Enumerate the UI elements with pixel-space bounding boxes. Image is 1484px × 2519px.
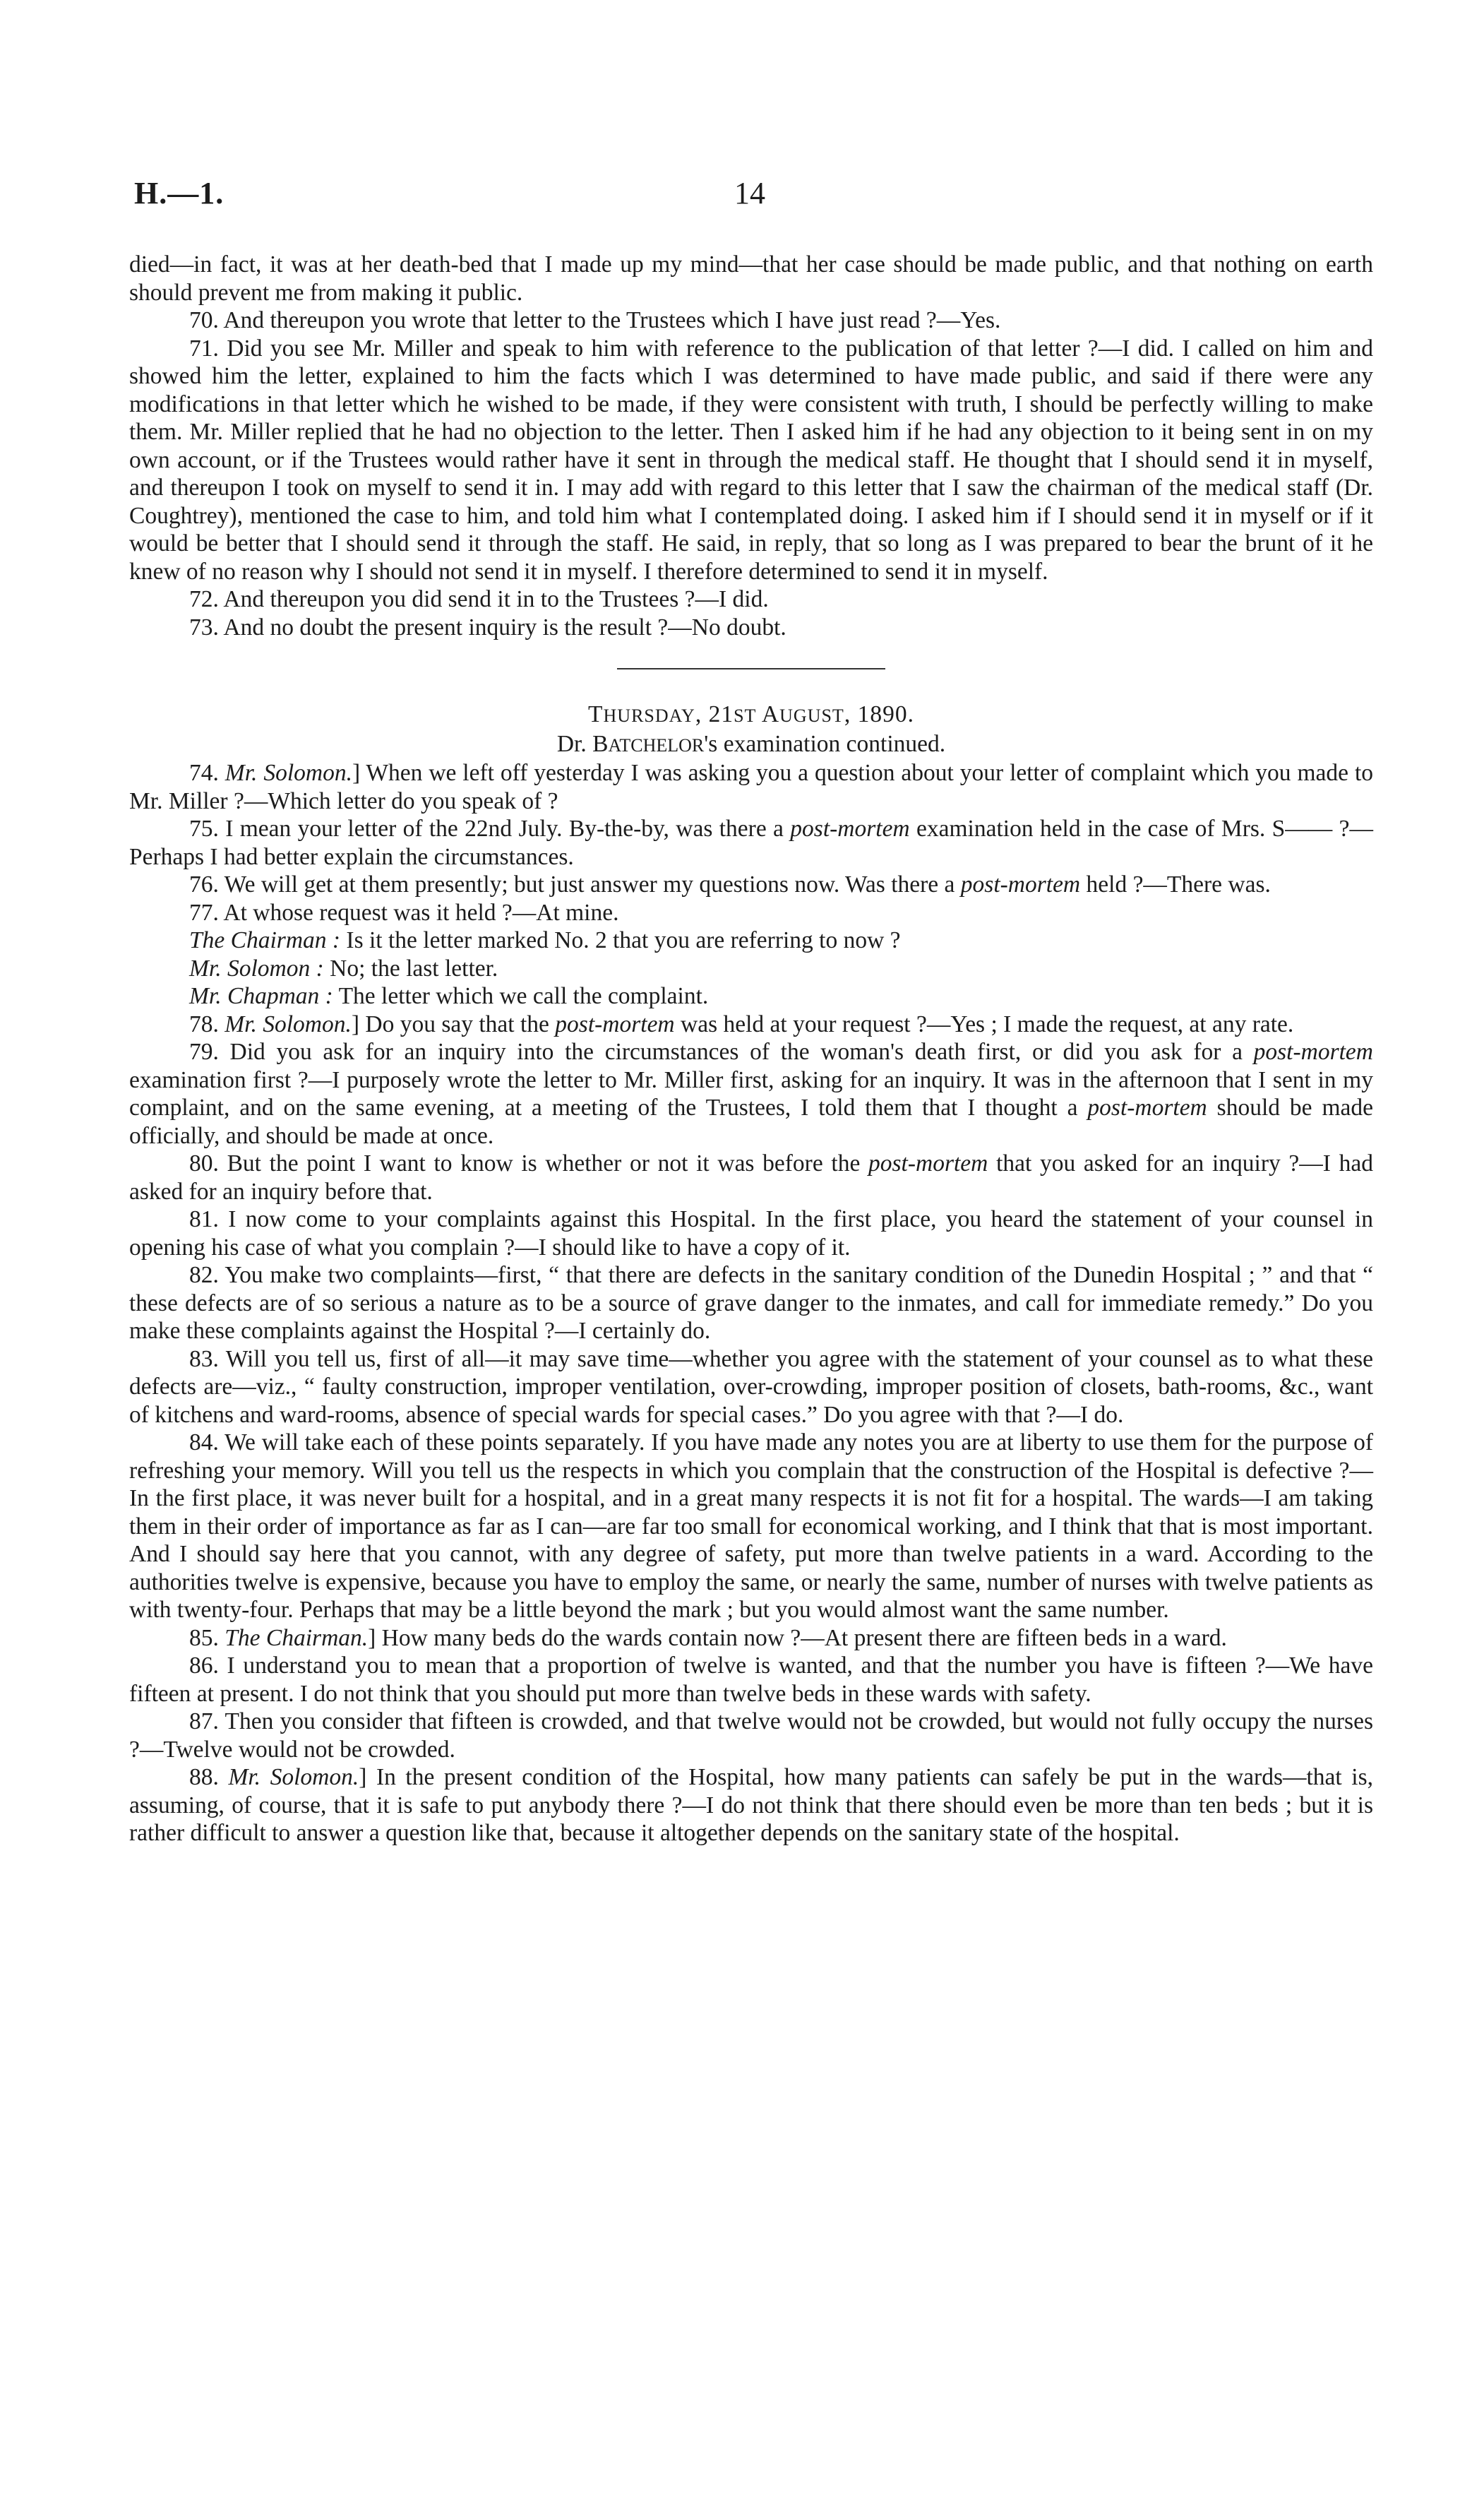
speaker-name: The Chairman. bbox=[225, 1624, 369, 1651]
question-76: 76. We will get at them presently; but just answer my questions now. Was there a post-mortem held ?—There was. bbox=[189, 871, 1271, 898]
question-73: 73. And no doubt the present inquiry is the result ?—No doubt. bbox=[189, 614, 786, 641]
question-88: 88. Mr. Solomon.] In the present condition of the Hospital, how many patients can safely be put in the wards—that is, assuming, of course, that it is safe to put anybody there ?—I do not think that there should even be more than ten beds ; but it is rather difficult to answer a question like that, because it altogether depends on the sanitary state of the hospital. bbox=[129, 1764, 1373, 1846]
question-79: 79. Did you ask for an inquiry into the circumstances of the woman's death first, or did you ask for a post-mortem examination first ?—I purposely wrote the letter to Mr. Miller first, asking for an inquiry. It was in the afternoon that I sent in my complaint, and on the same evening, at a meeting of the Trustees, I told them that I thought a post-mortem should be made officially, and should be made at once. bbox=[129, 1039, 1373, 1149]
chairman-remark: The Chairman : Is it the letter marked No. 2 that you are referring to now ? bbox=[189, 927, 901, 953]
page-header bbox=[134, 175, 1363, 225]
speaker-name: Mr. Solomon. bbox=[225, 1011, 352, 1037]
solomon-remark: Mr. Solomon : No; the last letter. bbox=[189, 955, 498, 982]
speaker-name: Mr. Solomon : bbox=[189, 955, 324, 982]
question-80: 80. But the point I want to know is whether or not it was before the post-mortem that you asked for an inquiry ?—I had asked for an inquiry before that. bbox=[129, 1150, 1373, 1205]
paragraph-continuation: died—in fact, it was at her death-bed that I made up my mind—that her case should be made public, and that nothing on earth should prevent me from making it public. bbox=[129, 251, 1373, 306]
question-71: 71. Did you see Mr. Miller and speak to him with reference to the publication of that letter ?—I did. I called on him and showed him the letter, explained to him the facts which I was determined to have made public, and said if there were any modifications in that letter which he wished to be made, if they were consistent with truth, I should be perfectly willing to make them. Mr. Miller replied that he had no objection to the letter. Then I asked him if he had any objection to it being sent in on my own account, or if the Trustees would rather have it sent in through the medical staff. He thought that I should send it in myself, and thereupon I took on myself to send it in. I may add with regard to this letter that I saw the chairman of the medical staff (Dr. Coughtrey), mentioned the case to him, and told him what I contemplated doing. I asked him if I should send it in myself or if it would be better that I should send it through the staff. He said, in reply, that so long as I was prepared to bear the brunt of it he knew of no reason why I should not send it in myself. I therefore determined to send it in myself. bbox=[129, 335, 1373, 585]
date-heading: THURSDAY, 21ST AUGUST, 1890. bbox=[588, 701, 914, 727]
question-77: 77. At whose request was it held ?—At mine. bbox=[189, 899, 619, 926]
question-86: 86. I understand you to mean that a proportion of twelve is wanted, and that the number you have is fifteen ?—We have fifteen at present. I do not think that you should put more than twelve beds in these wards with safety. bbox=[129, 1652, 1373, 1707]
examination-heading: Dr. BATCHELOR's examination continued. bbox=[556, 730, 946, 757]
chapman-remark: Mr. Chapman : The letter which we call the complaint. bbox=[189, 983, 709, 1009]
question-83: 83. Will you tell us, first of all—it may save time—whether you agree with the statement of your counsel as to what these defects are—viz., “ faulty construction, improper ventilation, over-crowding, improper position of closets, bath-rooms, &c., want of kitchens and ward-rooms, absence of special wards for special cases.” Do you agree with that ?—I do. bbox=[129, 1345, 1373, 1428]
question-81: 81. I now come to your complaints against this Hospital. In the first place, you heard the statement of your counsel in opening his case of what you complain ?—I should like to have a copy of it. bbox=[129, 1206, 1373, 1261]
document-body bbox=[129, 251, 1373, 1847]
question-85: 85. The Chairman.] How many beds do the wards contain now ?—At present there are fifteen beds in a ward. bbox=[189, 1624, 1227, 1651]
question-70: 70. And thereupon you wrote that letter to the Trustees which I have just read ?—Yes. bbox=[189, 307, 1001, 333]
document-id: H.—1. bbox=[134, 176, 225, 210]
section-divider bbox=[617, 668, 885, 669]
question-75: 75. I mean your letter of the 22nd July. By-the-by, was there a post-mortem examination held in the case of Mrs. S—— ?—Perhaps I had better explain the circumstances. bbox=[129, 816, 1374, 870]
question-72: 72. And thereupon you did send it in to the Trustees ?—I did. bbox=[189, 586, 769, 612]
speaker-name: Mr. Solomon. bbox=[225, 760, 352, 786]
speaker-name: The Chairman : bbox=[189, 927, 341, 953]
question-82: 82. You make two complaints—first, “ that there are defects in the sanitary condition of the Dunedin Hospital ; ” and that “ these defects are of so serious a nature as to be a source of grave danger to the inmates, and call for immediate remedy.” Do you make these complaints against the Hospital ?—I certainly do. bbox=[129, 1262, 1373, 1344]
question-87: 87. Then you consider that fifteen is crowded, and that twelve would not be crowded, but would not fully occupy the nurses ?—Twelve would not be crowded. bbox=[129, 1708, 1373, 1763]
question-84: 84. We will take each of these points separately. If you have made any notes you are at liberty to use them for the purpose of refreshing your memory. Will you tell us the respects in which you complain that the construction of the Hospital is defective ?—In the first place, it was never built for a hospital, and in a great many respects it is not fit for a hospital. The wards—I am taking them in their order of importance as far as I can—are far too small for economical working, and I think that that is most important. And I should say here that you cannot, with any degree of safety, put more than twelve patients in a ward. According to the authorities twelve is expensive, because you have to employ the same, or nearly the same, number of nurses with twelve patients as with twenty-four. Perhaps that may be a little beyond the mark ; but you would almost want the same number. bbox=[129, 1429, 1373, 1623]
question-78: 78. Mr. Solomon.] Do you say that the post-mortem was held at your request ?—Yes ; I made the request, at any rate. bbox=[189, 1011, 1294, 1037]
question-74: 74. Mr. Solomon.] When we left off yesterday I was asking you a question about your letter of complaint which you made to Mr. Miller ?—Which letter do you speak of ? bbox=[129, 760, 1373, 814]
page-number: 14 bbox=[734, 176, 765, 210]
speaker-name: Mr. Chapman : bbox=[189, 983, 333, 1009]
speaker-name: Mr. Solomon. bbox=[228, 1764, 359, 1790]
